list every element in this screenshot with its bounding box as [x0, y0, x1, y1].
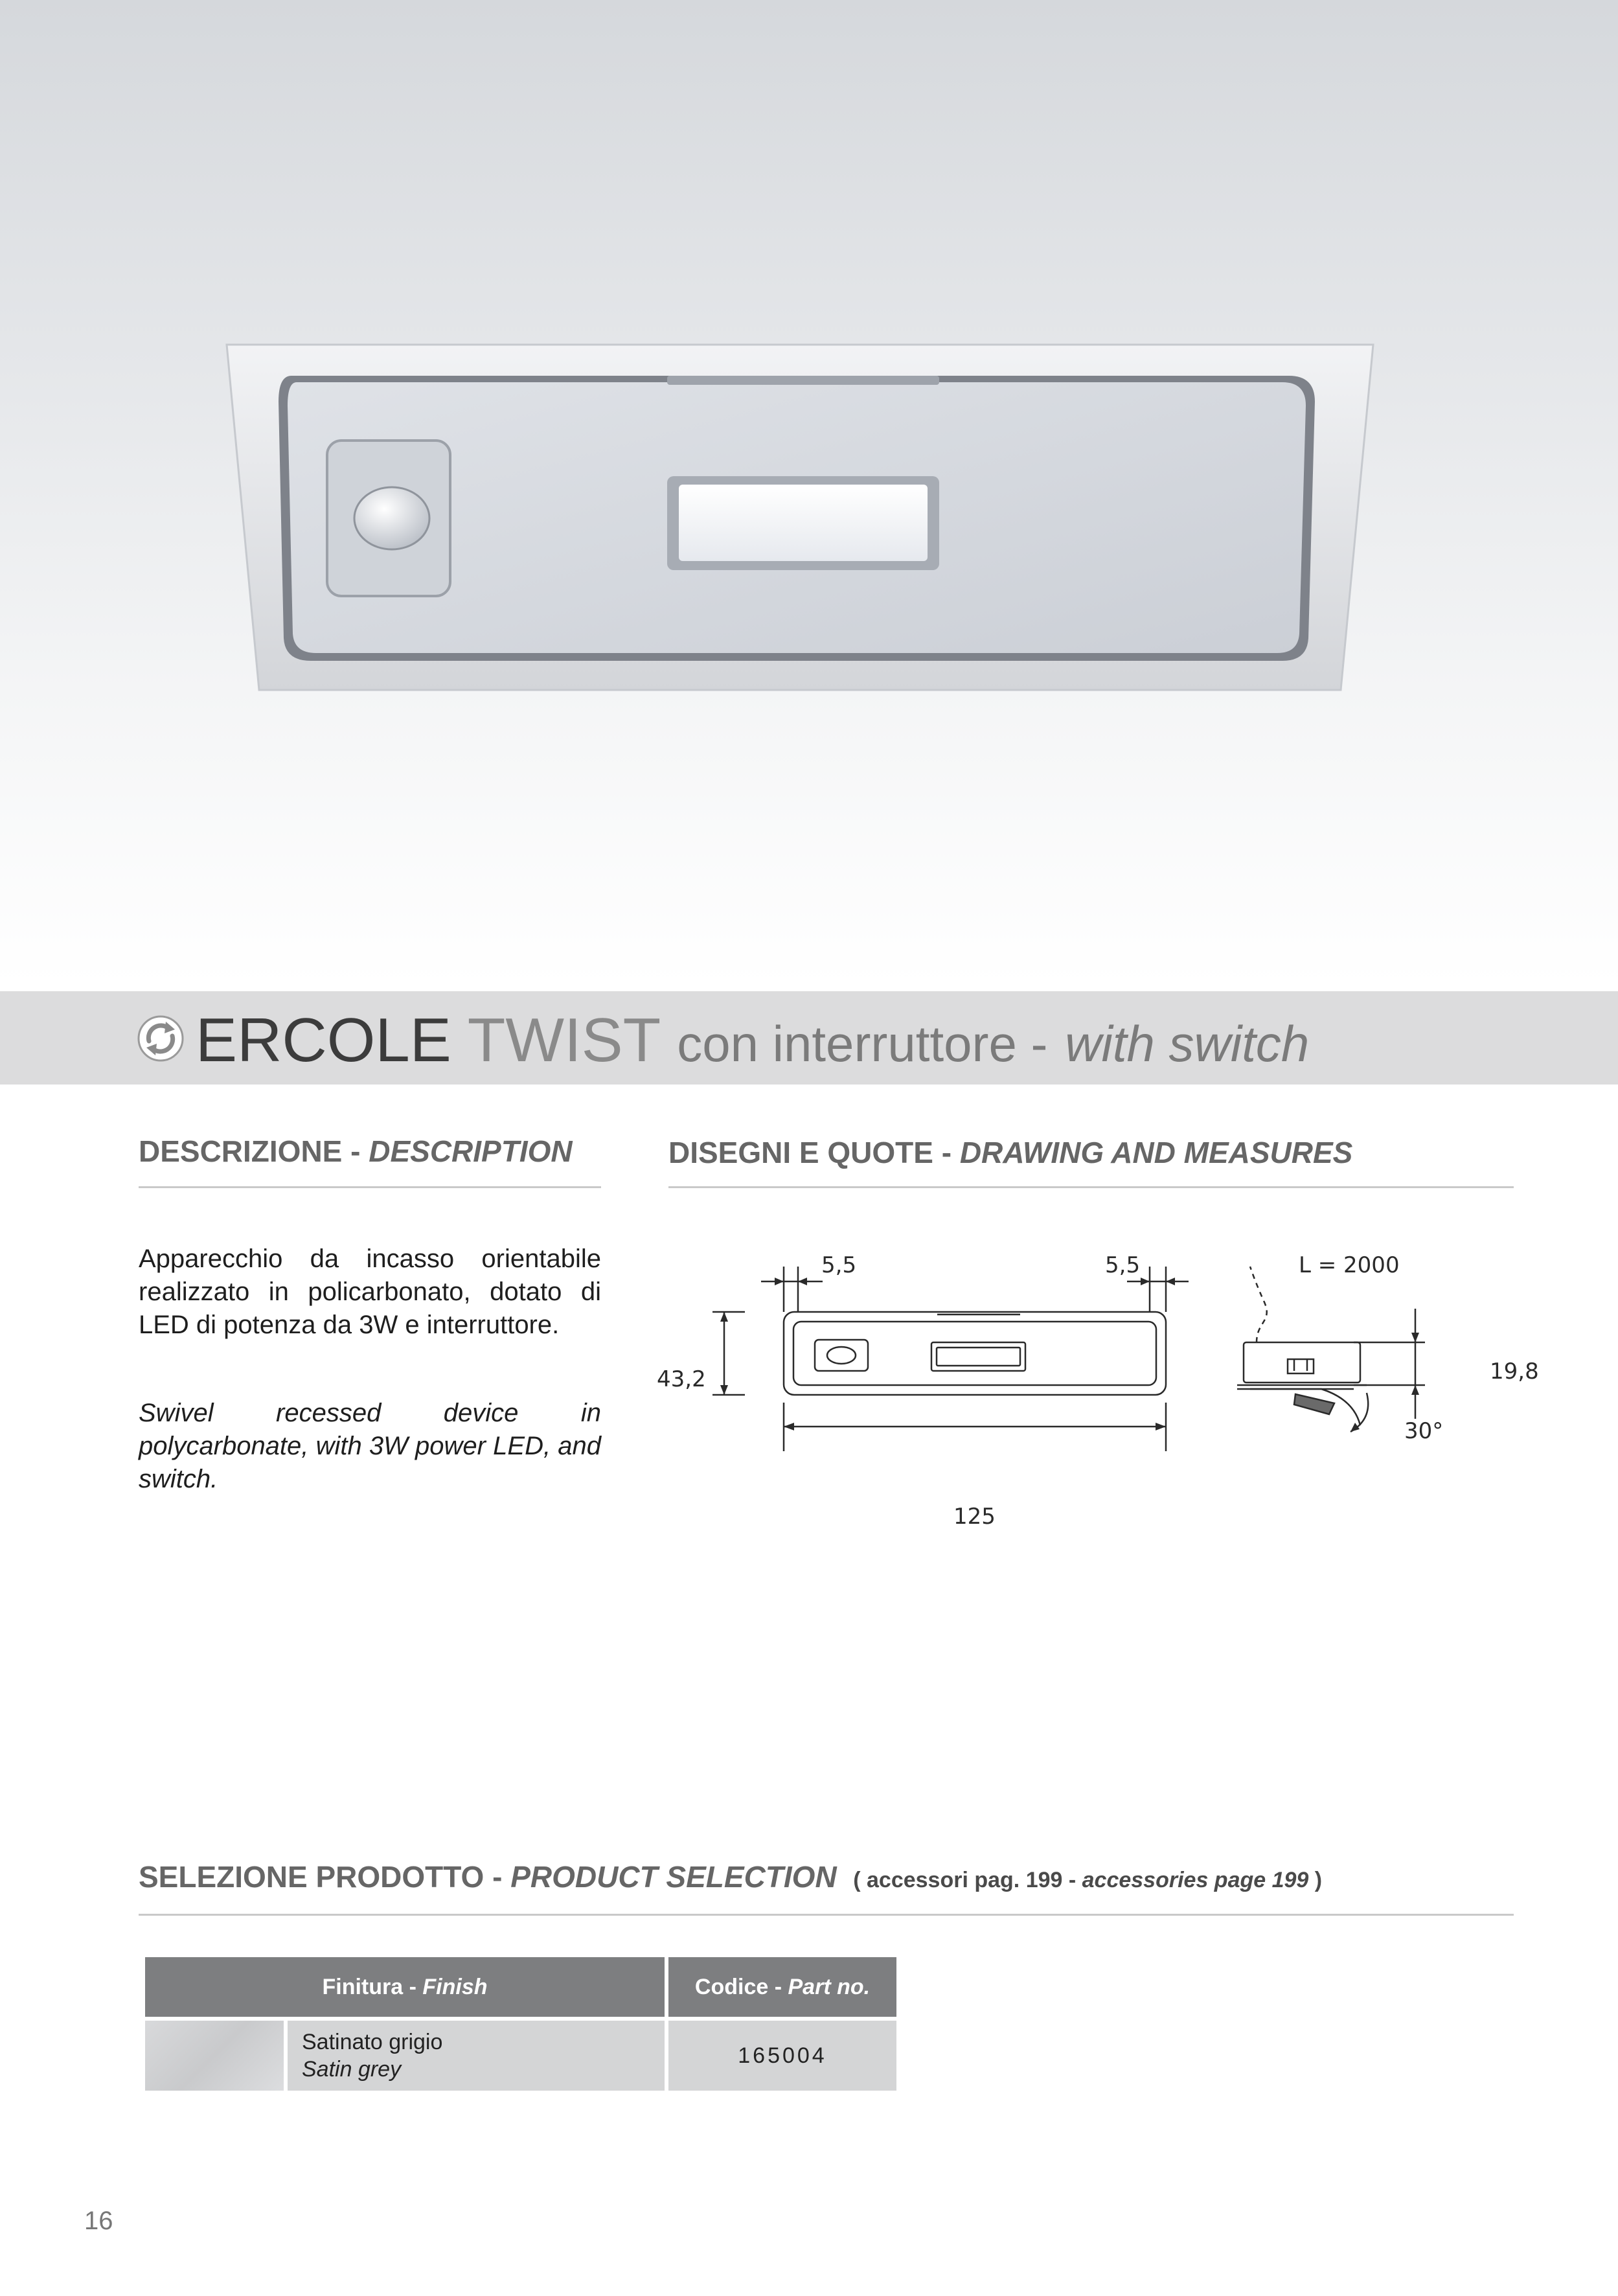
selection-heading-en: PRODUCT SELECTION: [510, 1860, 837, 1894]
page-number: 16: [84, 2207, 113, 2235]
drawing-heading-it: DISEGNI E QUOTE -: [668, 1136, 952, 1169]
side-view-housing: [1244, 1342, 1360, 1383]
col-code-en: Part no.: [788, 1974, 871, 1999]
selection-heading: [139, 1859, 1322, 1894]
col-finish-en: Finish: [422, 1974, 488, 1999]
front-view-inner: [793, 1322, 1156, 1385]
hero-photo-area: [0, 0, 1618, 985]
finish-cell: [288, 2021, 665, 2091]
description-heading-it: DESCRIZIONE -: [139, 1134, 361, 1168]
title-subtitle-it: con interruttore -: [677, 1015, 1048, 1072]
finish-swatch: [145, 2021, 284, 2091]
cable-length: L = 2000: [1299, 1252, 1400, 1278]
finish-name-en: Satin grey: [302, 2057, 402, 2082]
col-code-it: Codice -: [694, 1974, 782, 1999]
drawing-heading-en: DRAWING AND MEASURES: [959, 1136, 1353, 1169]
accessories-note-close: ): [1314, 1868, 1323, 1892]
description-text-it: Apparecchio da incasso orientabile realizzato in policarbonato, dotato di LED di potenza da 3W e interruttore.: [139, 1245, 601, 1339]
title-subtitle-en: with switch: [1065, 1015, 1310, 1072]
accessories-note-it: ( accessori pag. 199 -: [853, 1868, 1077, 1892]
swivel-icon: [137, 1015, 184, 1062]
title-model: TWIST: [467, 1005, 660, 1075]
col-finish-it: Finitura -: [322, 1974, 416, 1999]
cable: [1250, 1267, 1267, 1342]
part-number: 165004: [668, 2021, 896, 2091]
description-divider: [139, 1186, 601, 1188]
description-heading: [139, 1134, 573, 1169]
selection-heading-it: SELEZIONE PRODOTTO -: [139, 1860, 503, 1894]
product-title: [196, 1002, 1309, 1079]
front-view-knob: [827, 1347, 856, 1364]
col-code-header: [668, 1957, 896, 2017]
front-view-switch: [815, 1340, 868, 1371]
drawing-divider: [668, 1186, 1514, 1188]
selection-divider: [139, 1914, 1514, 1916]
dim-width: 125: [953, 1504, 996, 1530]
product-photo: [214, 330, 1386, 719]
table-row: [145, 2021, 896, 2091]
accessories-note: [853, 1868, 1322, 1892]
front-view-led-window: [931, 1342, 1025, 1371]
col-finish-header: [145, 1957, 665, 2017]
dim-depth: 19,8: [1490, 1359, 1539, 1384]
product-table: [141, 1953, 900, 2095]
description-text-en: Swivel recessed device in polycarbonate, with 3W power LED, and switch.: [139, 1399, 601, 1493]
accessories-note-en: accessories page 199: [1082, 1868, 1309, 1892]
title-brand: ERCOLE: [196, 1005, 451, 1075]
dim-right-margin: 5,5: [1105, 1252, 1141, 1278]
dim-height: 43,2: [657, 1366, 706, 1392]
dim-left-margin: 5,5: [821, 1252, 857, 1278]
technical-drawing: [648, 1231, 1567, 1555]
front-view-outline: [784, 1312, 1166, 1395]
finish-name-it: Satinato grigio: [302, 2030, 443, 2054]
description-heading-en: DESCRIPTION: [369, 1134, 573, 1168]
table-header-row: [145, 1957, 896, 2017]
drawing-heading: [668, 1135, 1352, 1170]
tilt-angle: 30°: [1404, 1418, 1444, 1444]
